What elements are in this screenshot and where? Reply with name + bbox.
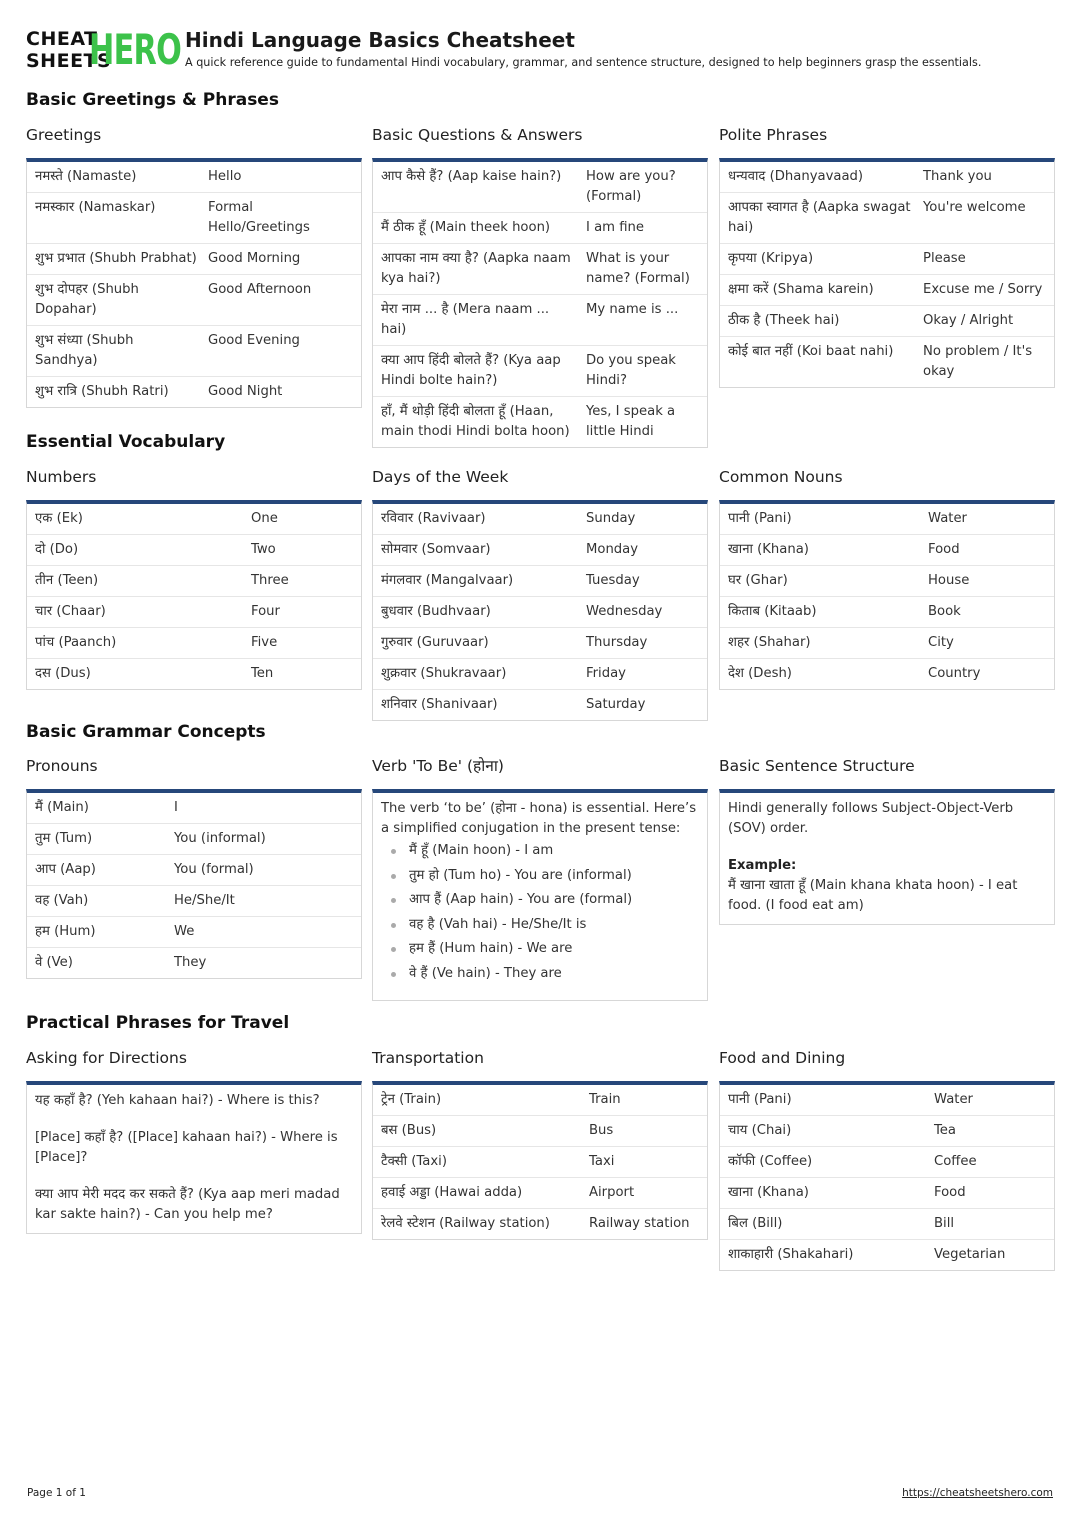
- hindi-term: खाना (Khana): [728, 1185, 809, 1200]
- card-pronouns: [26, 755, 362, 979]
- table-row: [373, 346, 707, 397]
- hindi-term: सोमवार (Somvaar): [381, 542, 491, 557]
- table-row: [27, 824, 361, 855]
- english-meaning: He/She/It: [174, 893, 235, 908]
- hindi-term: शुभ दोपहर (Shubh Dopahar): [35, 282, 139, 317]
- footer-link[interactable]: https://cheatsheetshero.com: [902, 1487, 1053, 1499]
- table-row: [373, 597, 707, 628]
- table-row: [27, 793, 361, 824]
- hindi-term: शाकाहारी (Shakahari): [728, 1247, 854, 1262]
- card-title: Days of the Week: [372, 468, 509, 486]
- logo-top-text: CHEAT: [26, 28, 98, 50]
- table-row: [27, 855, 361, 886]
- card-numbers: [26, 466, 362, 690]
- card-table: [719, 500, 1055, 690]
- example-text: मैं खाना खाता हूँ (Main khana khata hoon) - I eat food. (I food eat am): [728, 878, 1018, 913]
- table-row: [27, 535, 361, 566]
- card-table: [372, 500, 708, 721]
- table-row: [27, 326, 361, 377]
- table-row: [720, 1240, 1054, 1270]
- english-meaning: Sunday: [586, 511, 636, 526]
- hindi-term: तुम (Tum): [35, 831, 93, 846]
- hindi-term: रविवार (Ravivaar): [381, 511, 486, 526]
- table-row: [373, 1085, 707, 1116]
- english-meaning: Hello: [208, 169, 242, 184]
- list-item: आप हैं (Aap hain) - You are (formal): [381, 888, 699, 913]
- hindi-term: चार (Chaar): [35, 604, 106, 619]
- card-content: [719, 789, 1055, 925]
- english-meaning: Good Evening: [208, 333, 300, 348]
- card-table: [372, 158, 708, 448]
- card-table: [26, 158, 362, 408]
- table-row: [720, 1147, 1054, 1178]
- english-meaning: Food: [934, 1185, 966, 1200]
- table-row: [373, 244, 707, 295]
- english-meaning: Do you speak Hindi?: [586, 353, 676, 388]
- card-content: [372, 789, 708, 1001]
- hindi-term: आपका स्वागत है (Aapka swagat hai): [728, 200, 911, 235]
- hindi-term: मैं ठीक हूँ (Main theek hoon): [381, 220, 551, 235]
- table-row: [720, 535, 1054, 566]
- card-table: [719, 158, 1055, 388]
- list-item: मैं हूँ (Main hoon) - I am: [381, 839, 699, 864]
- table-row: [720, 1085, 1054, 1116]
- example-label: Example:: [728, 858, 797, 873]
- english-meaning: Good Afternoon: [208, 282, 312, 297]
- hindi-term: एक (Ek): [35, 511, 83, 526]
- card-content: [26, 1081, 362, 1234]
- card-nouns: [719, 466, 1055, 690]
- table-row: [720, 628, 1054, 659]
- table-row: [373, 659, 707, 690]
- english-meaning: My name is ...: [586, 302, 679, 317]
- english-meaning: Yes, I speak a little Hindi: [586, 404, 676, 439]
- table-row: [373, 295, 707, 346]
- direction-phrase: यह कहाँ है? (Yeh kahaan hai?) - Where is this?: [35, 1093, 320, 1108]
- hindi-term: शुभ रात्रि (Shubh Ratri): [35, 384, 169, 399]
- card-title: Common Nouns: [719, 468, 843, 486]
- card-verb-to-be: [372, 755, 708, 1001]
- english-meaning: Tea: [934, 1123, 957, 1138]
- hindi-term: ठीक है (Theek hai): [728, 313, 840, 328]
- card-directions: [26, 1047, 362, 1234]
- page-number: Page 1 of 1: [27, 1487, 86, 1499]
- hindi-term: हवाई अड्डा (Hawai adda): [381, 1185, 523, 1200]
- hindi-term: आपका नाम क्या है? (Aapka naam kya hai?): [381, 251, 571, 286]
- hindi-term: बस (Bus): [381, 1123, 437, 1138]
- table-row: [720, 162, 1054, 193]
- hindi-term: बुधवार (Budhvaar): [381, 604, 491, 619]
- table-row: [27, 377, 361, 407]
- english-meaning: Bus: [589, 1123, 614, 1138]
- english-meaning: You (informal): [174, 831, 266, 846]
- table-row: [373, 690, 707, 720]
- english-meaning: Formal Hello/Greetings: [208, 200, 310, 235]
- card-title: Polite Phrases: [719, 126, 828, 144]
- english-meaning: Monday: [586, 542, 639, 557]
- table-row: [373, 213, 707, 244]
- hindi-term: नमस्ते (Namaste): [35, 169, 137, 184]
- english-meaning: Taxi: [589, 1154, 615, 1169]
- table-row: [27, 948, 361, 978]
- english-meaning: Train: [589, 1092, 621, 1107]
- section-title-greetings: Basic Greetings & Phrases: [26, 90, 279, 110]
- card-title: Transportation: [372, 1049, 484, 1067]
- card-questions: [372, 124, 708, 448]
- english-meaning: They: [174, 955, 207, 970]
- card-days: [372, 466, 708, 721]
- english-meaning: One: [251, 511, 278, 526]
- cheatsheetshero-logo[interactable]: [26, 25, 182, 74]
- english-meaning: You're welcome: [923, 200, 1026, 215]
- table-row: [27, 162, 361, 193]
- hindi-term: धन्यवाद (Dhanyavaad): [728, 169, 864, 184]
- table-row: [27, 628, 361, 659]
- table-row: [27, 886, 361, 917]
- english-meaning: Thursday: [586, 635, 648, 650]
- section-title-travel: Practical Phrases for Travel: [26, 1013, 290, 1033]
- verb-intro: The verb ‘to be’ (होना - hona) is essential. Here’s a simplified conjugation in the present tense:: [381, 801, 697, 836]
- hindi-term: शनिवार (Shanivaar): [381, 697, 498, 712]
- table-row: [720, 1209, 1054, 1240]
- table-row: [720, 306, 1054, 337]
- hindi-term: हाँ, मैं थोड़ी हिंदी बोलता हूँ (Haan, main thodi Hindi bolta hoon): [381, 404, 570, 439]
- hindi-term: घर (Ghar): [728, 573, 788, 588]
- english-meaning: What is your name? (Formal): [586, 251, 690, 286]
- table-row: [720, 504, 1054, 535]
- hindi-term: कॉफी (Coffee): [728, 1154, 813, 1169]
- table-row: [27, 566, 361, 597]
- hindi-term: नमस्कार (Namaskar): [35, 200, 156, 215]
- table-row: [720, 1116, 1054, 1147]
- hindi-term: क्षमा करें (Shama karein): [728, 282, 874, 297]
- table-row: [373, 628, 707, 659]
- english-meaning: Bill: [934, 1216, 955, 1231]
- english-meaning: Ten: [251, 666, 274, 681]
- hindi-term: शुभ प्रभात (Shubh Prabhat): [35, 251, 197, 266]
- table-row: [720, 193, 1054, 244]
- table-row: [720, 597, 1054, 628]
- hindi-term: क्या आप हिंदी बोलते हैं? (Kya aap Hindi bolte hain?): [381, 353, 561, 388]
- page-title: Hindi Language Basics Cheatsheet: [185, 28, 575, 52]
- english-meaning: Book: [928, 604, 961, 619]
- hindi-term: चाय (Chai): [728, 1123, 792, 1138]
- page-header: [26, 26, 1056, 74]
- hindi-term: मंगलवार (Mangalvaar): [381, 573, 514, 588]
- english-meaning: We: [174, 924, 195, 939]
- card-polite: [719, 124, 1055, 388]
- english-meaning: Good Night: [208, 384, 283, 399]
- card-food-dining: [719, 1047, 1055, 1271]
- table-row: [27, 917, 361, 948]
- table-row: [373, 1147, 707, 1178]
- english-meaning: You (formal): [174, 862, 254, 877]
- table-row: [720, 275, 1054, 306]
- english-meaning: Four: [251, 604, 280, 619]
- hindi-term: शुभ संध्या (Shubh Sandhya): [35, 333, 134, 368]
- hindi-term: टैक्सी (Taxi): [381, 1154, 447, 1169]
- english-meaning: Airport: [589, 1185, 635, 1200]
- english-meaning: Friday: [586, 666, 626, 681]
- table-row: [373, 566, 707, 597]
- page-subtitle: A quick reference guide to fundamental Hindi vocabulary, grammar, and sentence structure, designed to help beginners grasp the essentials.: [185, 56, 982, 69]
- english-meaning: No problem / It's okay: [923, 344, 1033, 379]
- card-table: [26, 789, 362, 979]
- hindi-term: शुक्रवार (Shukravaar): [381, 666, 507, 681]
- section-title-vocabulary: Essential Vocabulary: [26, 432, 226, 452]
- hindi-term: गुरुवार (Guruvaar): [381, 635, 489, 650]
- table-row: [27, 659, 361, 689]
- card-title: Verb 'To Be' (होना): [372, 757, 504, 775]
- card-title: Basic Questions & Answers: [372, 126, 583, 144]
- hindi-term: बिल (Bill): [728, 1216, 783, 1231]
- hindi-term: मैं (Main): [35, 800, 89, 815]
- hindi-term: मेरा नाम ... है (Mera naam ... hai): [381, 302, 550, 337]
- list-item: तुम हो (Tum ho) - You are (informal): [381, 864, 699, 889]
- table-row: [373, 397, 707, 447]
- list-item: वह है (Vah hai) - He/She/It is: [381, 913, 699, 938]
- hindi-term: किताब (Kitaab): [728, 604, 817, 619]
- table-row: [27, 193, 361, 244]
- table-row: [27, 504, 361, 535]
- english-meaning: Okay / Alright: [923, 313, 1014, 328]
- hindi-term: तीन (Teen): [35, 573, 99, 588]
- table-row: [27, 275, 361, 326]
- english-meaning: I: [174, 800, 178, 815]
- direction-phrase: [Place] कहाँ है? ([Place] kahaan hai?) - Where is [Place]?: [35, 1130, 338, 1165]
- table-row: [373, 1178, 707, 1209]
- list-item: हम हैं (Hum hain) - We are: [381, 937, 699, 962]
- card-title: Basic Sentence Structure: [719, 757, 915, 775]
- hindi-term: रेलवे स्टेशन (Railway station): [381, 1216, 550, 1231]
- table-row: [373, 1116, 707, 1147]
- table-row: [373, 535, 707, 566]
- english-meaning: Water: [934, 1092, 973, 1107]
- table-row: [27, 597, 361, 628]
- english-meaning: Coffee: [934, 1154, 977, 1169]
- table-row: [27, 244, 361, 275]
- english-meaning: City: [928, 635, 954, 650]
- card-title: Greetings: [26, 126, 102, 144]
- english-meaning: House: [928, 573, 970, 588]
- english-meaning: How are you? (Formal): [586, 169, 676, 204]
- hindi-term: पानी (Pani): [728, 511, 792, 526]
- card-transportation: [372, 1047, 708, 1240]
- english-meaning: Excuse me / Sorry: [923, 282, 1043, 297]
- hindi-term: दो (Do): [35, 542, 79, 557]
- hindi-term: आप कैसे हैं? (Aap kaise hain?): [381, 169, 562, 184]
- hindi-term: पांच (Paanch): [35, 635, 117, 650]
- hindi-term: देश (Desh): [728, 666, 792, 681]
- table-row: [720, 566, 1054, 597]
- card-table: [372, 1081, 708, 1240]
- hindi-term: खाना (Khana): [728, 542, 809, 557]
- english-meaning: Vegetarian: [934, 1247, 1006, 1262]
- table-row: [720, 1178, 1054, 1209]
- english-meaning: Three: [251, 573, 289, 588]
- card-table: [719, 1081, 1055, 1271]
- hindi-term: ट्रेन (Train): [381, 1092, 442, 1107]
- table-row: [720, 337, 1054, 387]
- english-meaning: Five: [251, 635, 278, 650]
- card-title: Asking for Directions: [26, 1049, 187, 1067]
- card-title: Food and Dining: [719, 1049, 846, 1067]
- english-meaning: Good Morning: [208, 251, 301, 266]
- table-row: [720, 659, 1054, 689]
- card-greetings: [26, 124, 362, 408]
- english-meaning: Food: [928, 542, 960, 557]
- hindi-term: वे (Ve): [35, 955, 73, 970]
- english-meaning: Thank you: [923, 169, 992, 184]
- conjugation-list: [381, 839, 699, 986]
- english-meaning: Railway station: [589, 1216, 690, 1231]
- table-row: [720, 244, 1054, 275]
- hindi-term: दस (Dus): [35, 666, 91, 681]
- direction-phrase: क्या आप मेरी मदद कर सकते हैं? (Kya aap meri madad kar sakte hain?) - Can you help me?: [35, 1187, 340, 1222]
- logo-hero-text: HERO: [89, 25, 182, 74]
- section-title-grammar: Basic Grammar Concepts: [26, 722, 266, 742]
- english-meaning: Saturday: [586, 697, 646, 712]
- logo-bottom-text: SHEETS: [26, 50, 112, 72]
- hindi-term: कृपया (Kripya): [728, 251, 814, 266]
- hindi-term: कोई बात नहीं (Koi baat nahi): [728, 344, 894, 359]
- english-meaning: Two: [251, 542, 276, 557]
- table-row: [373, 162, 707, 213]
- table-row: [373, 504, 707, 535]
- english-meaning: Country: [928, 666, 981, 681]
- hindi-term: हम (Hum): [35, 924, 96, 939]
- english-meaning: Water: [928, 511, 967, 526]
- structure-text: Hindi generally follows Subject-Object-Verb (SOV) order.: [728, 801, 1014, 836]
- hindi-term: वह (Vah): [35, 893, 89, 908]
- card-title: Pronouns: [26, 757, 98, 775]
- card-sentence-structure: [719, 755, 1055, 925]
- table-row: [373, 1209, 707, 1239]
- hindi-term: शहर (Shahar): [728, 635, 811, 650]
- english-meaning: Tuesday: [586, 573, 640, 588]
- list-item: वे हैं (Ve hain) - They are: [381, 962, 699, 987]
- english-meaning: I am fine: [586, 220, 644, 235]
- hindi-term: पानी (Pani): [728, 1092, 792, 1107]
- card-title: Numbers: [26, 468, 97, 486]
- card-table: [26, 500, 362, 690]
- english-meaning: Wednesday: [586, 604, 663, 619]
- english-meaning: Please: [923, 251, 966, 266]
- hindi-term: आप (Aap): [35, 862, 96, 877]
